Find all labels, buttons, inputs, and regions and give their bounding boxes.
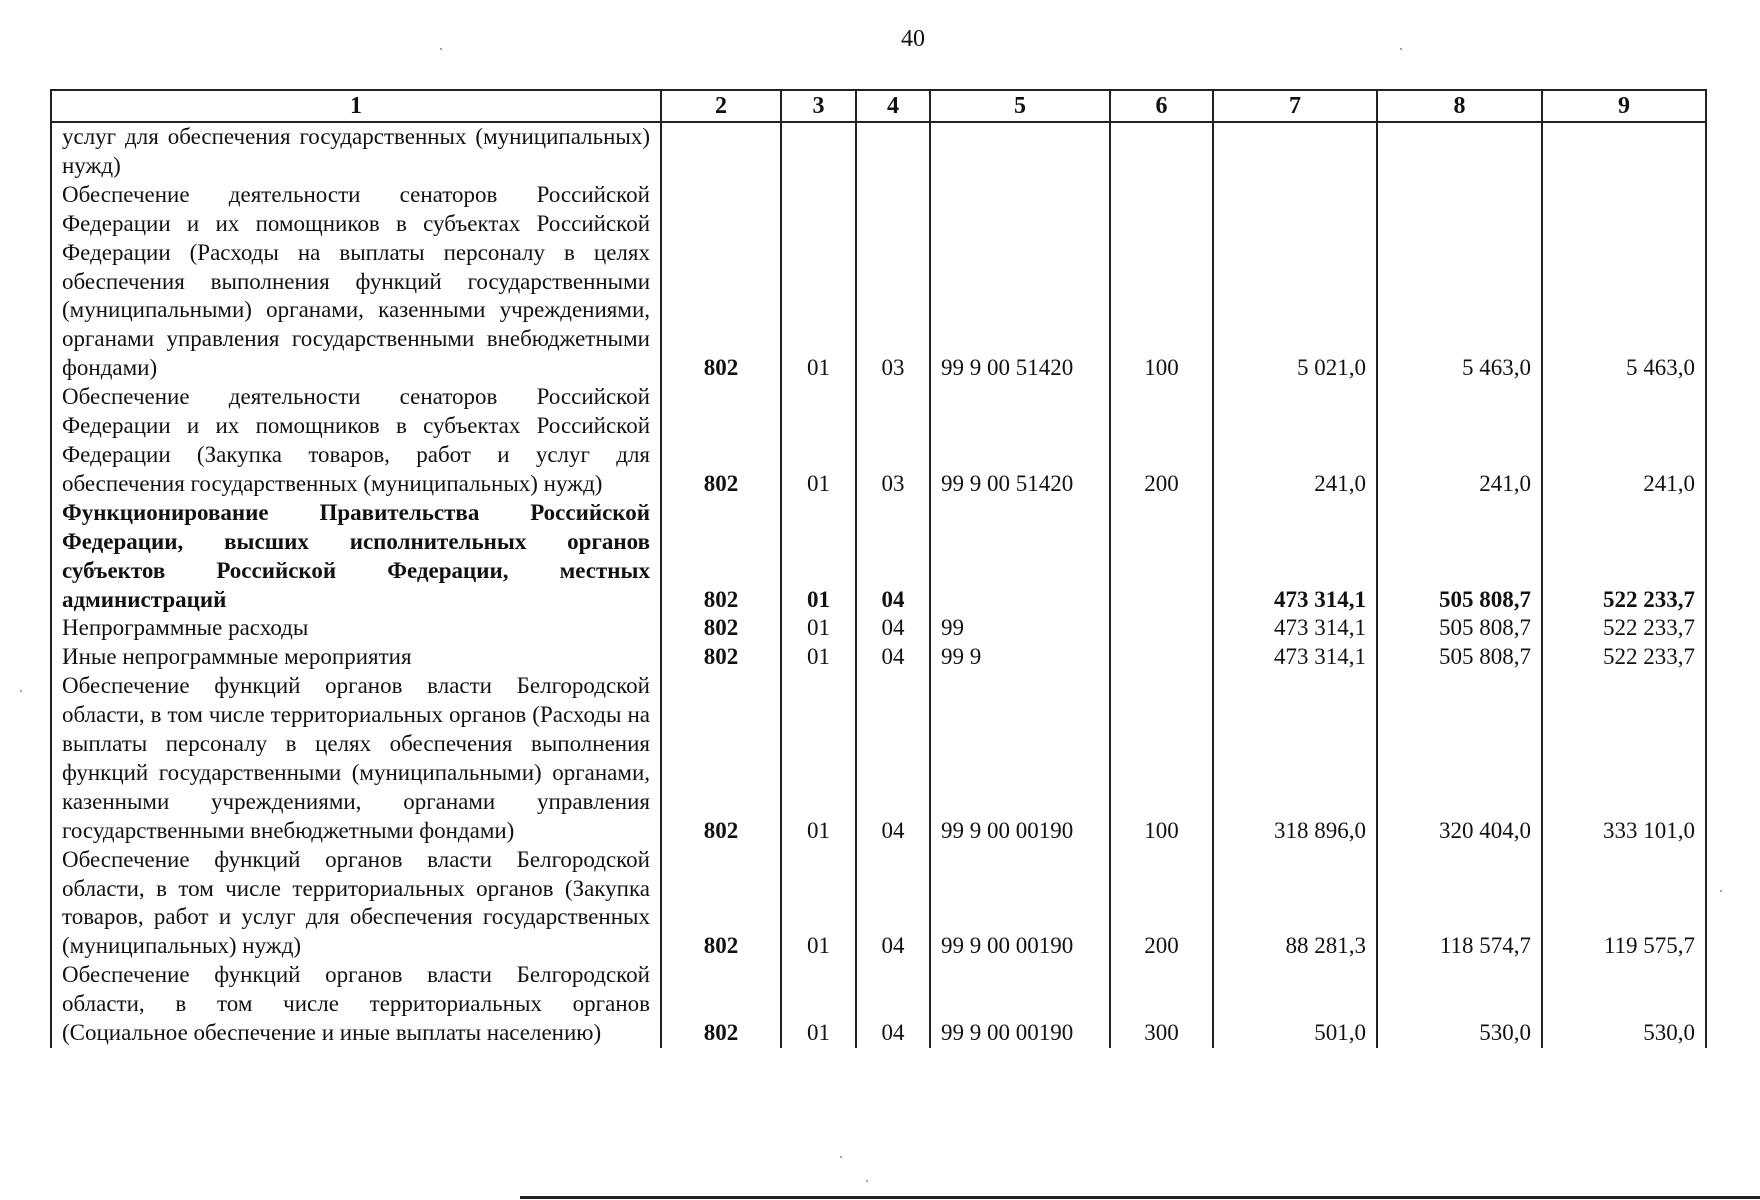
- amount-col-9: [1542, 122, 1706, 181]
- table-row: [51, 846, 1706, 962]
- header-col-7: 7: [1213, 90, 1377, 122]
- amount-col-8: 505 808,7: [1377, 643, 1542, 672]
- header-col-6: 6: [1110, 90, 1213, 122]
- header-col-1: 1: [51, 90, 661, 122]
- scan-speck: [1400, 48, 1402, 50]
- grbs-code: 802: [661, 672, 781, 845]
- section-code: [781, 122, 856, 181]
- section-code: 01: [781, 672, 856, 845]
- target-article-code: 99 9: [930, 643, 1110, 672]
- amount-col-8: 320 404,0: [1377, 672, 1542, 845]
- amount-col-7: 5 021,0: [1213, 181, 1377, 383]
- header-col-8: 8: [1377, 90, 1542, 122]
- subsection-code: [856, 122, 930, 181]
- table-row: [51, 961, 1706, 1048]
- item-name: Обеспечение функций органов власти Белгородской области, в том числе территориальных органов (Социальное обеспечение и иные выплаты населению): [51, 961, 661, 1048]
- amount-col-7: 473 314,1: [1213, 499, 1377, 615]
- amount-col-9: 522 233,7: [1542, 614, 1706, 643]
- header-col-5: 5: [930, 90, 1110, 122]
- amount-col-7: 318 896,0: [1213, 672, 1377, 845]
- footer-rule: [520, 1196, 1760, 1199]
- amount-col-9: 241,0: [1542, 383, 1706, 499]
- target-article-code: [930, 499, 1110, 615]
- amount-col-7: 473 314,1: [1213, 614, 1377, 643]
- table-row: [51, 643, 1706, 672]
- target-article-code: 99 9 00 00190: [930, 961, 1110, 1048]
- amount-col-9: 522 233,7: [1542, 643, 1706, 672]
- amount-col-8: 505 808,7: [1377, 499, 1542, 615]
- expense-type-code: [1110, 614, 1213, 643]
- target-article-code: 99 9 00 51420: [930, 181, 1110, 383]
- section-code: 01: [781, 499, 856, 615]
- section-code: 01: [781, 383, 856, 499]
- subsection-code: 04: [856, 961, 930, 1048]
- table-row: [51, 499, 1706, 615]
- expense-type-code: [1110, 643, 1213, 672]
- subsection-code: 03: [856, 383, 930, 499]
- amount-col-8: 118 574,7: [1377, 846, 1542, 962]
- grbs-code: 802: [661, 181, 781, 383]
- amount-col-8: 241,0: [1377, 383, 1542, 499]
- amount-col-7: 501,0: [1213, 961, 1377, 1048]
- grbs-code: [661, 122, 781, 181]
- header-col-4: 4: [856, 90, 930, 122]
- amount-col-9: 5 463,0: [1542, 181, 1706, 383]
- item-name: Функционирование Правительства Российской Федерации, высших исполнительных органов субъектов Российской Федерации, местных администраций: [51, 499, 661, 615]
- expense-type-code: 100: [1110, 181, 1213, 383]
- header-col-9: 9: [1542, 90, 1706, 122]
- amount-col-8: 530,0: [1377, 961, 1542, 1048]
- amount-col-7: 473 314,1: [1213, 643, 1377, 672]
- expense-type-code: [1110, 499, 1213, 615]
- table-header-row: [51, 90, 1706, 122]
- section-code: 01: [781, 846, 856, 962]
- amount-col-7: [1213, 122, 1377, 181]
- item-name: Обеспечение деятельности сенаторов Российской Федерации и их помощников в субъектах Российской Федерации (Расходы на выплаты персоналу в целях обеспечения выполнения функций государственными (муниципальными) органами, казенными учреждениями, органами управления государственными внебюджетными фондами): [51, 181, 661, 383]
- item-name: Непрограммные расходы: [51, 614, 661, 643]
- table-row: [51, 122, 1706, 181]
- expense-type-code: 300: [1110, 961, 1213, 1048]
- header-col-2: 2: [661, 90, 781, 122]
- subsection-code: 04: [856, 672, 930, 845]
- table-row: [51, 672, 1706, 845]
- amount-col-8: [1377, 122, 1542, 181]
- table-body: [51, 122, 1706, 1048]
- scan-speck: [840, 1156, 842, 1158]
- scan-speck: [440, 48, 442, 50]
- grbs-code: 802: [661, 846, 781, 962]
- subsection-code: 04: [856, 643, 930, 672]
- scan-speck: [20, 690, 22, 692]
- amount-col-7: 241,0: [1213, 383, 1377, 499]
- table-row: [51, 614, 1706, 643]
- page-number: 40: [901, 26, 925, 52]
- item-name: Обеспечение функций органов власти Белгородской области, в том числе территориальных органов (Расходы на выплаты персоналу в целях обеспечения выполнения функций государственными (муниципальными) органами, казенными учреждениями, органами управления государственными внебюджетными фондами): [51, 672, 661, 845]
- item-name: Иные непрограммные мероприятия: [51, 643, 661, 672]
- table-row: [51, 181, 1706, 383]
- target-article-code: 99 9 00 51420: [930, 383, 1110, 499]
- item-name: услуг для обеспечения государственных (муниципальных) нужд): [51, 122, 661, 181]
- grbs-code: 802: [661, 499, 781, 615]
- item-name: Обеспечение функций органов власти Белгородской области, в том числе территориальных органов (Закупка товаров, работ и услуг для обеспечения государственных (муниципальных) нужд): [51, 846, 661, 962]
- scan-speck: [866, 1180, 868, 1182]
- expense-type-code: 200: [1110, 846, 1213, 962]
- amount-col-8: 5 463,0: [1377, 181, 1542, 383]
- amount-col-8: 505 808,7: [1377, 614, 1542, 643]
- amount-col-9: 333 101,0: [1542, 672, 1706, 845]
- grbs-code: 802: [661, 961, 781, 1048]
- scan-speck: [1720, 890, 1722, 892]
- expense-type-code: 100: [1110, 672, 1213, 845]
- target-article-code: 99 9 00 00190: [930, 672, 1110, 845]
- table-row: [51, 383, 1706, 499]
- grbs-code: 802: [661, 643, 781, 672]
- expense-type-code: [1110, 122, 1213, 181]
- section-code: 01: [781, 614, 856, 643]
- expense-type-code: 200: [1110, 383, 1213, 499]
- section-code: 01: [781, 181, 856, 383]
- subsection-code: 04: [856, 846, 930, 962]
- section-code: 01: [781, 643, 856, 672]
- amount-col-9: 119 575,7: [1542, 846, 1706, 962]
- subsection-code: 04: [856, 614, 930, 643]
- header-col-3: 3: [781, 90, 856, 122]
- item-name: Обеспечение деятельности сенаторов Российской Федерации и их помощников в субъектах Российской Федерации (Закупка товаров, работ и услуг для обеспечения государственных (муниципальных) нужд): [51, 383, 661, 499]
- budget-table: [50, 89, 1707, 1048]
- subsection-code: 04: [856, 499, 930, 615]
- target-article-code: 99 9 00 00190: [930, 846, 1110, 962]
- section-code: 01: [781, 961, 856, 1048]
- amount-col-9: 530,0: [1542, 961, 1706, 1048]
- amount-col-7: 88 281,3: [1213, 846, 1377, 962]
- target-article-code: 99: [930, 614, 1110, 643]
- target-article-code: [930, 122, 1110, 181]
- amount-col-9: 522 233,7: [1542, 499, 1706, 615]
- grbs-code: 802: [661, 614, 781, 643]
- grbs-code: 802: [661, 383, 781, 499]
- subsection-code: 03: [856, 181, 930, 383]
